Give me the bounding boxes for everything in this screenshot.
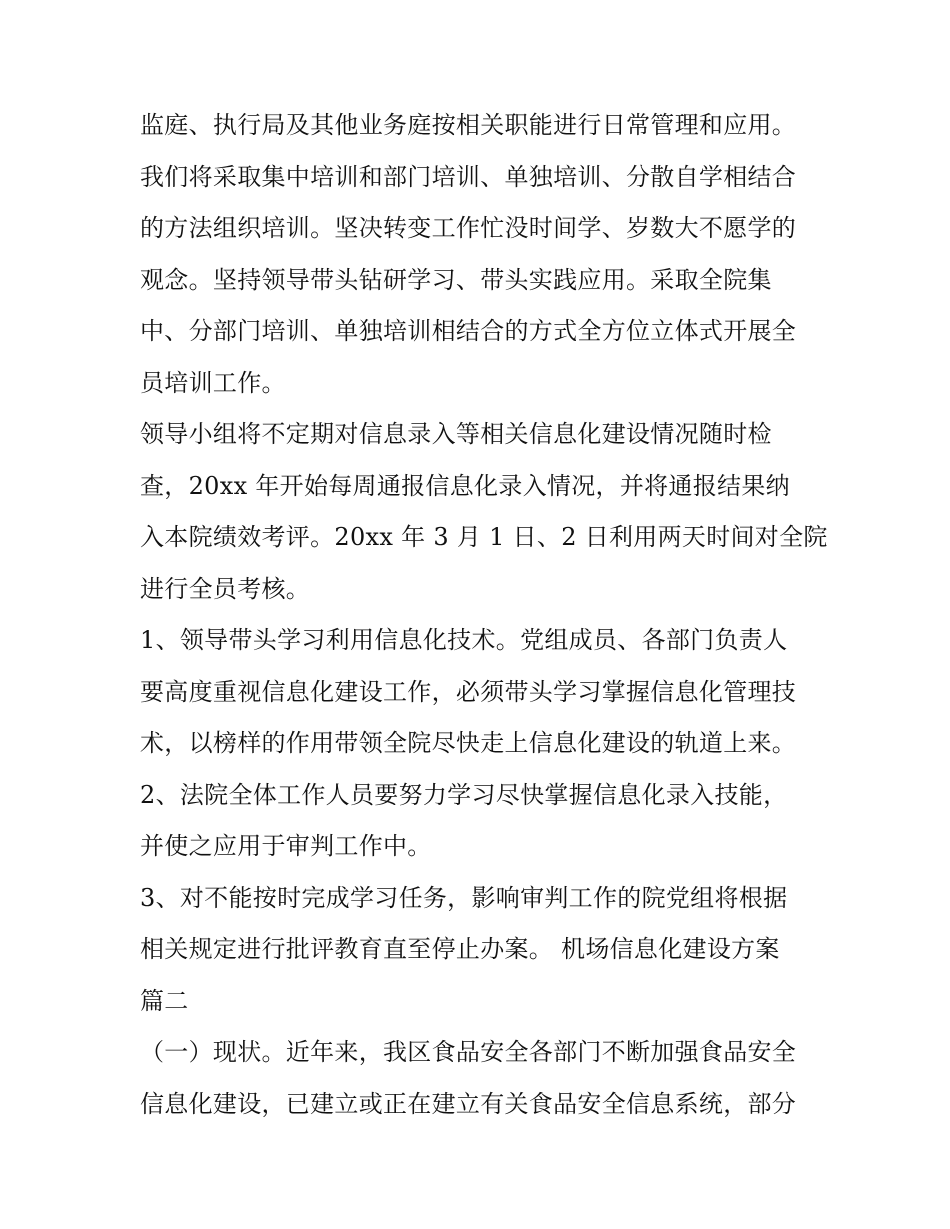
text-line: 术，以榜样的作用带领全院尽快走上信息化建设的轨道上来。	[140, 729, 797, 757]
text-line: 的方法组织培训。坚决转变工作忙没时间学、岁数大不愿学的	[140, 214, 797, 242]
text-line: 观念。坚持领导带头钻研学习、带头实践应用。采取全院集	[140, 265, 772, 294]
document-body	[140, 100, 828, 1130]
text-line: 信息化建设，已建立或正在建立有关食品安全信息系统，部分	[140, 1089, 797, 1118]
text-line: 篇二	[140, 986, 189, 1015]
text-line: 进行全员考核。	[140, 574, 311, 603]
text-line: 并使之应用于审判工作中。	[140, 832, 432, 860]
text-line: 查，20xx 年开始每周通报信息化录入情况，并将通报结果纳	[140, 471, 790, 500]
text-line: 监庭、执行局及其他业务庭按相关职能进行日常管理和应用。	[140, 111, 797, 139]
text-line: 相关规定进行批评教育直至停止办案。 机场信息化建设方案	[140, 935, 780, 963]
text-line: 入本院绩效考评。20xx 年 3 月 1 日、2 日利用两天时间对全院	[140, 523, 828, 551]
text-line: 2、法院全体工作人员要努力学习尽快掌握信息化录入技能，	[140, 780, 788, 809]
text-line: 要高度重视信息化建设工作，必须带头学习掌握信息化管理技	[140, 677, 797, 706]
text-line: 3、对不能按时完成学习任务，影响审判工作的院党组将根据	[140, 883, 788, 912]
text-line: 员培训工作。	[140, 368, 286, 397]
text-line: 我们将采取集中培训和部门培训、单独培训、分散自学相结合	[140, 162, 797, 191]
text-line: 领导小组将不定期对信息录入等相关信息化建设情况随时检	[140, 420, 772, 448]
text-line: （一）现状。近年来，我区食品安全各部门不断加强食品安全	[140, 1038, 797, 1066]
text-line: 中、分部门培训、单独培训相结合的方式全方位立体式开展全	[140, 317, 797, 345]
text-line: 1、领导带头学习利用信息化技术。党组成员、各部门负责人	[140, 626, 788, 654]
